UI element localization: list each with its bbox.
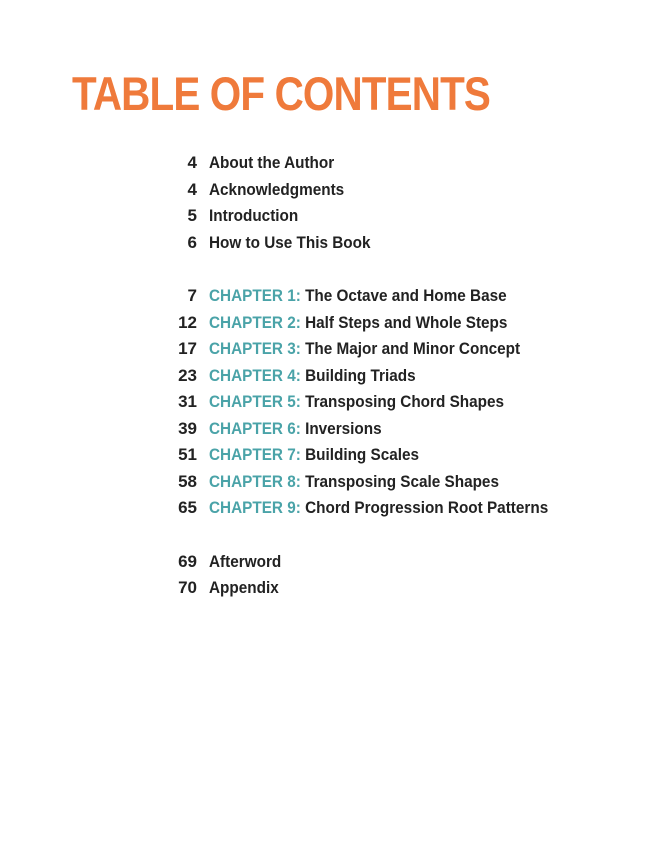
toc-entry-chapter-3 xyxy=(0,336,648,363)
page-number: 39 xyxy=(178,418,197,438)
toc-entry-chapter-5 xyxy=(0,389,648,416)
toc-entry-appendix xyxy=(0,575,648,602)
toc-entry-chapter-4 xyxy=(0,363,648,390)
page-number: 4 xyxy=(187,153,197,172)
entry-title-group xyxy=(209,363,416,390)
page-number: 58 xyxy=(178,471,197,491)
page-number: 6 xyxy=(187,232,197,252)
page-number: 17 xyxy=(178,339,197,358)
chapter-label: CHAPTER 2: xyxy=(209,312,301,332)
page-title: TABLE OF CONTENTS xyxy=(72,67,491,120)
toc-entry-acknowledgments xyxy=(0,177,648,204)
page-number: 23 xyxy=(178,365,197,385)
page-number: 65 xyxy=(178,498,197,517)
entry-title: How to Use This Book xyxy=(209,232,371,252)
chapter-title: Half Steps and Whole Steps xyxy=(305,312,508,332)
chapter-title: The Major and Minor Concept xyxy=(305,339,521,358)
chapter-label: CHAPTER 9: xyxy=(209,498,301,517)
chapter-title: Transposing Chord Shapes xyxy=(305,392,505,411)
chapter-title: Building Triads xyxy=(305,365,416,385)
entry-title: About the Author xyxy=(209,153,335,172)
page-number: 70 xyxy=(178,578,197,597)
toc-entry-introduction xyxy=(0,203,648,230)
toc-entry-how-to-use xyxy=(0,230,648,257)
section-spacer xyxy=(0,256,648,283)
entry-title-group xyxy=(209,469,499,496)
page-number: 5 xyxy=(187,206,197,225)
chapter-title: The Octave and Home Base xyxy=(305,286,507,305)
toc-entry-chapter-2 xyxy=(0,310,648,337)
chapter-title: Building Scales xyxy=(305,445,420,464)
table-of-contents xyxy=(0,150,648,602)
entry-title-group xyxy=(209,495,548,522)
section-spacer xyxy=(0,522,648,549)
toc-entry-about-the-author xyxy=(0,150,648,177)
entry-title-group xyxy=(209,442,419,469)
chapter-label: CHAPTER 5: xyxy=(209,392,301,411)
chapter-label: CHAPTER 8: xyxy=(209,471,301,491)
chapter-label: CHAPTER 4: xyxy=(209,365,301,385)
chapter-title: Chord Progression Root Patterns xyxy=(305,498,549,517)
page-number: 31 xyxy=(178,392,197,411)
chapter-label: CHAPTER 6: xyxy=(209,418,301,438)
entry-title: Appendix xyxy=(209,578,279,597)
toc-entry-afterword xyxy=(0,549,648,576)
entry-title-group xyxy=(209,310,507,337)
entry-title-group xyxy=(209,389,504,416)
toc-entry-chapter-8 xyxy=(0,469,648,496)
entry-title-group xyxy=(209,416,382,443)
toc-entry-chapter-7 xyxy=(0,442,648,469)
toc-entry-chapter-6 xyxy=(0,416,648,443)
page-number: 7 xyxy=(187,286,197,305)
entry-title: Afterword xyxy=(209,551,282,571)
toc-entry-chapter-9 xyxy=(0,495,648,522)
page-number: 51 xyxy=(178,445,197,464)
entry-title-group xyxy=(209,283,507,310)
page-number: 12 xyxy=(178,312,197,332)
entry-title: Introduction xyxy=(209,206,299,225)
page-number: 4 xyxy=(187,179,197,199)
chapter-label: CHAPTER 3: xyxy=(209,339,301,358)
toc-entry-chapter-1 xyxy=(0,283,648,310)
entry-title: Acknowledgments xyxy=(209,179,345,199)
page-number: 69 xyxy=(178,551,197,571)
entry-title-group xyxy=(209,336,520,363)
chapter-label: CHAPTER 7: xyxy=(209,445,301,464)
chapter-title: Transposing Scale Shapes xyxy=(305,471,499,491)
chapter-label: CHAPTER 1: xyxy=(209,286,301,305)
chapter-title: Inversions xyxy=(305,418,382,438)
